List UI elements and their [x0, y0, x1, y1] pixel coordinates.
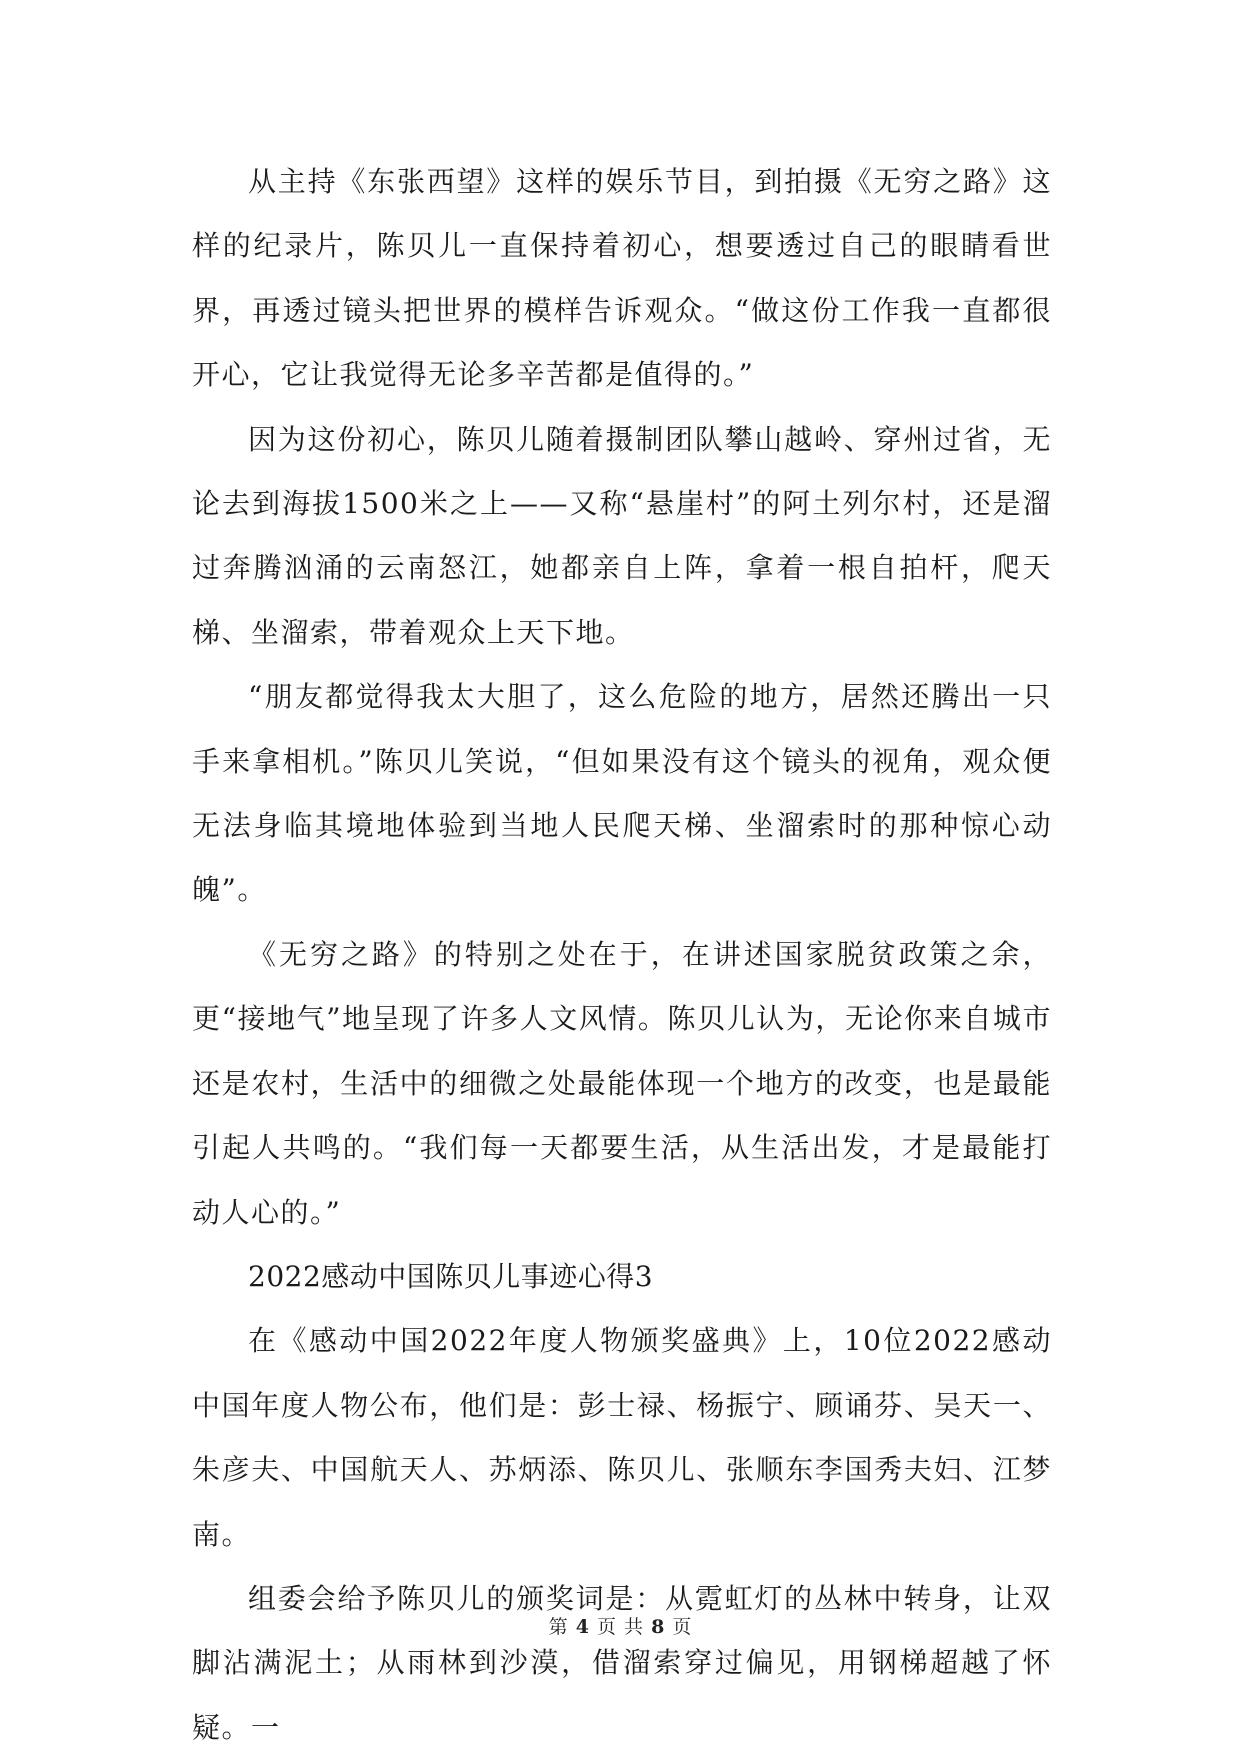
paragraph: 《无穷之路》的特别之处在于，在讲述国家脱贫政策之余，更“接地气”地呈现了许多人文风情。陈贝儿认为，无论你来自城市还是农村，生活中的细微之处最能体现一个地方的改变，也是最能引起人共鸣的。“我们每一天都要生活，从生活出发，才是最能打动人心的。”: [192, 937, 1052, 1229]
footer-middle: 页 共: [596, 1616, 645, 1638]
paragraph: 因为这份初心，陈贝儿随着摄制团队攀山越岭、穿州过省，无论去到海拔1500米之上——又称“悬崖村”的阿土列尔村，还是溜过奔腾汹涌的云南怒江，她都亲自上阵，拿着一根自拍杆，爬天梯、坐溜索，带着观众上天下地。: [192, 422, 1052, 649]
paragraph: “朋友都觉得我太大胆了，这么危险的地方，居然还腾出一只手来拿相机。”陈贝儿笑说，“但如果没有这个镜头的视角，观众便无法身临其境地体验到当地人民爬天梯、坐溜索时的那种惊心动魄”。: [192, 680, 1052, 907]
document-body: [192, 150, 1052, 1760]
paragraph: 从主持《东张西望》这样的娱乐节目，到拍摄《无穷之路》这样的纪录片，陈贝儿一直保持着初心，想要透过自己的眼睛看世界，再透过镜头把世界的模样告诉观众。“做这份工作我一直都很开心，它让我觉得无论多辛苦都是值得的。”: [192, 165, 1052, 392]
footer-suffix: 页: [672, 1616, 693, 1638]
paragraph: 在《感动中国2022年度人物颁奖盛典》上，10位2022感动中国年度人物公布，他们是：彭士禄、杨振宁、顾诵芬、吴天一、朱彦夫、中国航天人、苏炳添、陈贝儿、张顺东李国秀夫妇、江梦南。: [192, 1324, 1052, 1551]
footer-prefix: 第: [548, 1616, 569, 1638]
section-heading: 2022感动中国陈贝儿事迹心得3: [248, 1259, 654, 1293]
current-page-number: 4: [575, 1616, 590, 1638]
page-footer: [0, 1612, 1241, 1639]
total-page-number: 8: [651, 1616, 666, 1638]
paragraph: 组委会给予陈贝儿的颁奖词是：从霓虹灯的丛林中转身，让双脚沾满泥土；从雨林到沙漠，借溜索穿过偏见，用钢梯超越了怀疑。一: [192, 1581, 1052, 1744]
